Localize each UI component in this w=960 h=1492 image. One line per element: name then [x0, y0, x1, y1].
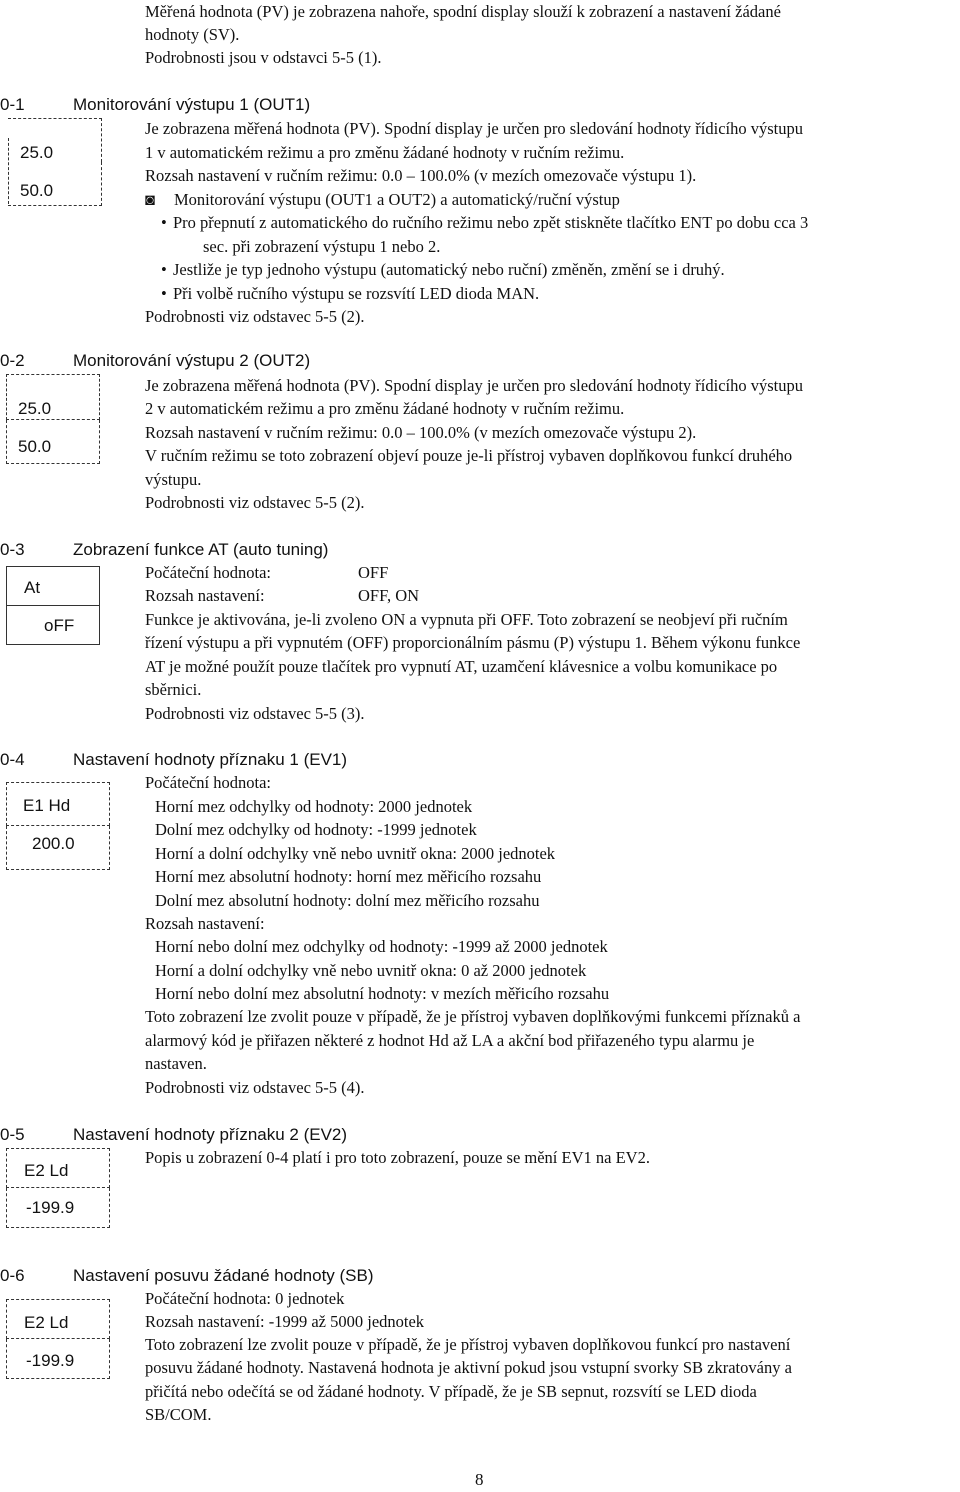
s04-init-3: Horní a dolní odchylky vně nebo uvnitř okna: 2000 jednotek	[155, 844, 556, 863]
intro-line-2: hodnoty (SV).	[145, 25, 240, 44]
section-title: Nastavení posuvu žádané hodnoty (SB)	[73, 1266, 374, 1285]
s01-bullet-3: • Při volbě ručního výstupu se rozsvítí LED dioda MAN.	[173, 282, 539, 306]
lcd-display-0-5	[6, 1148, 112, 1230]
s03-line-4: sběrnici.	[145, 680, 202, 699]
s04-line-2: alarmový kód je přiřazen některé z hodnot Hd až LA a akční bod přiřazeného typu alarmu je	[145, 1031, 755, 1050]
lcd-sv-value: 50.0	[20, 181, 54, 200]
s04-init-2: Dolní mez odchylky od hodnoty: -1999 jednotek	[155, 820, 477, 839]
s03-reference: Podrobnosti viz odstavec 5-5 (3).	[145, 704, 365, 723]
s04-range-2: Horní a dolní odchylky vně nebo uvnitř okna: 0 až 2000 jednotek	[155, 961, 587, 980]
lcd-sv-value: -199.9	[26, 1198, 75, 1217]
s06-line-3: Toto zobrazení lze zvolit pouze v případě, že je přístroj vybaven doplňkovou funkcí pro nastavení	[145, 1335, 791, 1354]
lcd-pv-value: 25.0	[20, 143, 54, 162]
s02-line-4: V ručním režimu se toto zobrazení objeví pouze je-li přístroj vybaven doplňkovou funkcí druhého	[145, 446, 793, 465]
lcd-pv-value: E1 Hd	[23, 796, 71, 815]
s04-range-1: Horní nebo dolní mez odchylky od hodnoty: -1999 až 2000 jednotek	[155, 937, 608, 956]
s03-line-2: řízení výstupu a při vypnutém (OFF) proporcionálním pásmu (P) výstupu 1. Během výkonu funkce	[145, 633, 801, 652]
lcd-pv-value: At	[24, 578, 41, 597]
s03-init-value: OFF	[358, 563, 389, 582]
section-title: Monitorování výstupu 1 (OUT1)	[73, 95, 311, 114]
lcd-sv-value: 200.0	[32, 834, 75, 853]
section-title: Zobrazení funkce AT (auto tuning)	[73, 540, 329, 559]
s03-range-value: OFF, ON	[358, 586, 420, 605]
intro-line-1: Měřená hodnota (PV) je zobrazena nahoře, spodní display slouží k zobrazení a nastavení žádané	[145, 2, 781, 21]
s01-line-4: Monitorování výstupu (OUT1 a OUT2) a automatický/ruční výstup	[174, 190, 620, 209]
note-marker-icon: ◙	[145, 190, 155, 209]
s04-init-label: Počáteční hodnota:	[145, 773, 272, 792]
s06-line-4: posuvu žádané hodnoty. Nastavená hodnota je aktivní pokud jsou vstupní svorky SB zkratovány a	[145, 1358, 792, 1377]
s01-line-1: Je zobrazena měřená hodnota (PV). Spodní display je určen pro sledování hodnoty řídicího výstupu	[145, 119, 804, 138]
section-title: Nastavení hodnoty příznaku 2 (EV2)	[73, 1125, 348, 1144]
section-number: 0-3	[0, 540, 25, 559]
s03-line-1: Funkce je aktivována, je-li zvoleno ON a vypnuta při OFF. Toto zobrazení se neobjeví při ručním	[145, 610, 788, 629]
section-title: Monitorování výstupu 2 (OUT2)	[73, 351, 311, 370]
s06-line-1: Počáteční hodnota: 0 jednotek	[145, 1289, 345, 1308]
s03-range-label: Rozsah nastavení:	[145, 586, 265, 605]
s06-line-6: SB/COM.	[145, 1405, 212, 1424]
s06-line-2: Rozsah nastavení: -1999 až 5000 jednotek	[145, 1312, 425, 1331]
s04-reference: Podrobnosti viz odstavec 5-5 (4).	[145, 1078, 365, 1097]
s01-line-2: 1 v automatickém režimu a pro změnu žádané hodnoty v ručním režimu.	[145, 143, 625, 162]
s04-range-label: Rozsah nastavení:	[145, 914, 265, 933]
s05-line-1: Popis u zobrazení 0-4 platí i pro toto zobrazení, pouze se mění EV1 na EV2.	[145, 1148, 650, 1167]
s02-line-1: Je zobrazena měřená hodnota (PV). Spodní display je určen pro sledování hodnoty řídicího výstupu	[145, 376, 804, 395]
section-number: 0-6	[0, 1266, 25, 1285]
section-number: 0-4	[0, 750, 25, 769]
s01-bullet-1-cont: sec. při zobrazení výstupu 1 nebo 2.	[203, 237, 441, 256]
s01-line-3: Rozsah nastavení v ručním režimu: 0.0 – 100.0% (v mezích omezovače výstupu 1).	[145, 166, 697, 185]
lcd-display-0-3	[6, 566, 102, 648]
s04-line-1: Toto zobrazení lze zvolit pouze v případě, že je přístroj vybaven doplňkovými funkcemi příznaků a	[145, 1007, 801, 1026]
s03-line-3: AT je možné použít pouze tlačítek pro vypnutí AT, uzamčení klávesnice a volbu komunikace po	[145, 657, 778, 676]
lcd-display-0-1	[8, 118, 103, 208]
s03-init-label: Počáteční hodnota:	[145, 563, 272, 582]
s04-init-5: Dolní mez absolutní hodnoty: dolní mez měřicího rozsahu	[155, 891, 540, 910]
s01-bullet-1: • Pro přepnutí z automatického do ručního režimu nebo zpět stiskněte tlačítko ENT po dobu cca 3	[173, 211, 808, 235]
lcd-sv-value: -199.9	[26, 1351, 75, 1370]
section-number: 0-2	[0, 351, 25, 370]
s02-line-5: výstupu.	[145, 470, 202, 489]
section-number: 0-1	[0, 95, 25, 114]
lcd-display-0-4	[6, 782, 112, 872]
s04-range-3: Horní nebo dolní mez absolutní hodnoty: v mezích měřicího rozsahu	[155, 984, 610, 1003]
lcd-sv-value: 50.0	[18, 437, 52, 456]
page-number: 8	[475, 1470, 484, 1489]
lcd-pv-value: E2 Ld	[24, 1313, 69, 1332]
lcd-sv-value: oFF	[44, 616, 75, 635]
s02-reference: Podrobnosti viz odstavec 5-5 (2).	[145, 493, 365, 512]
section-number: 0-5	[0, 1125, 25, 1144]
s01-bullet-2: • Jestliže je typ jednoho výstupu (automatický nebo ruční) změněn, změní se i druhý.	[173, 258, 725, 282]
section-title: Nastavení hodnoty příznaku 1 (EV1)	[73, 750, 348, 769]
lcd-pv-value: E2 Ld	[24, 1161, 69, 1180]
s06-line-5: přičítá nebo odečítá se od žádané hodnoty. V případě, že je SB sepnut, rozsvítí se LED dioda	[145, 1382, 757, 1401]
lcd-display-0-6	[6, 1299, 112, 1381]
s04-line-3: nastaven.	[145, 1054, 207, 1073]
s01-reference: Podrobnosti viz odstavec 5-5 (2).	[145, 307, 365, 326]
s04-init-4: Horní mez absolutní hodnoty: horní mez měřicího rozsahu	[155, 867, 542, 886]
lcd-display-0-2	[6, 374, 101, 466]
s02-line-2: 2 v automatickém režimu a pro změnu žádané hodnoty v ručním režimu.	[145, 399, 625, 418]
s04-init-1: Horní mez odchylky od hodnoty: 2000 jednotek	[155, 797, 473, 816]
lcd-pv-value: 25.0	[18, 399, 52, 418]
s02-line-3: Rozsah nastavení v ručním režimu: 0.0 – 100.0% (v mezích omezovače výstupu 2).	[145, 423, 697, 442]
intro-line-3: Podrobnosti jsou v odstavci 5-5 (1).	[145, 48, 382, 67]
